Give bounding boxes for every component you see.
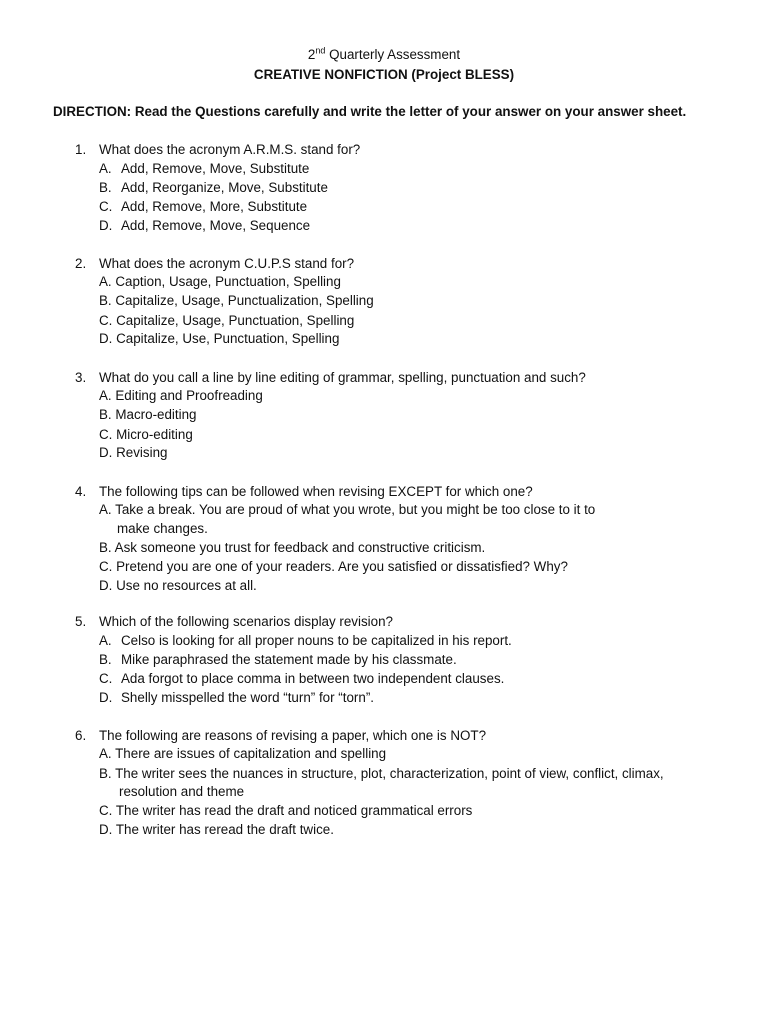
- option-text: C. Micro-editing: [99, 427, 193, 442]
- option-text: Add, Remove, More, Substitute: [121, 199, 308, 214]
- question-text: What do you call a line by line editing of grammar, spelling, punctuation and such?: [99, 370, 586, 385]
- question-text: The following are reasons of revising a paper, which one is NOT?: [99, 728, 487, 743]
- option-letter: A.: [99, 633, 112, 648]
- option-text-continuation: make changes.: [117, 521, 208, 536]
- option-text: A. Editing and Proofreading: [99, 388, 263, 403]
- question-text: Which of the following scenarios display revision?: [99, 614, 393, 629]
- question-number: 1.: [75, 142, 87, 157]
- assessment-title: 2nd Quarterly Assessment: [307, 45, 461, 62]
- option-letter: B.: [99, 180, 112, 195]
- option-text: A. Take a break. You are proud of what you wrote, but you might be too close to it to: [99, 502, 596, 517]
- direction-text: DIRECTION: Read the Questions carefully and write the letter of your answer on your answer sheet.: [53, 104, 687, 119]
- option-text: C. Capitalize, Usage, Punctuation, Spelling: [99, 313, 355, 328]
- option-text: D. The writer has reread the draft twice.: [99, 822, 334, 837]
- option-letter: B.: [99, 652, 112, 667]
- question-number: 3.: [75, 370, 87, 385]
- question-number: 4.: [75, 484, 87, 499]
- option-text-continuation: resolution and theme: [119, 784, 245, 799]
- option-text: D. Use no resources at all.: [99, 578, 257, 593]
- option-text: B. Ask someone you trust for feedback and constructive criticism.: [99, 540, 486, 555]
- option-letter: A.: [99, 161, 112, 176]
- option-text: Celso is looking for all proper nouns to be capitalized in his report.: [121, 633, 512, 648]
- option-text: B. Macro-editing: [99, 407, 197, 422]
- option-text: A. There are issues of capitalization and spelling: [99, 746, 387, 761]
- question-number: 5.: [75, 614, 87, 629]
- question-number: 2.: [75, 256, 87, 271]
- option-letter: D.: [99, 690, 113, 705]
- assessment-subtitle: CREATIVE NONFICTION (Project BLESS): [253, 67, 515, 82]
- option-text: C. Pretend you are one of your readers. Are you satisfied or dissatisfied? Why?: [99, 559, 568, 574]
- option-letter: C.: [99, 671, 113, 686]
- option-letter: D.: [99, 218, 113, 233]
- option-text: Add, Remove, Move, Sequence: [121, 218, 311, 233]
- option-text: Add, Reorganize, Move, Substitute: [121, 180, 328, 195]
- question-number: 6.: [75, 728, 87, 743]
- option-text: Add, Remove, Move, Substitute: [121, 161, 310, 176]
- option-text: D. Capitalize, Use, Punctuation, Spelling: [99, 331, 340, 346]
- option-text: Ada forgot to place comma in between two independent clauses.: [121, 671, 505, 686]
- question-text: What does the acronym C.U.P.S stand for?: [99, 256, 355, 271]
- question-text: What does the acronym A.R.M.S. stand for?: [99, 142, 361, 157]
- option-text: C. The writer has read the draft and noticed grammatical errors: [99, 803, 473, 818]
- option-text: Mike paraphrased the statement made by his classmate.: [121, 652, 457, 667]
- question-text: The following tips can be followed when revising EXCEPT for which one?: [99, 484, 533, 499]
- option-text: B. Capitalize, Usage, Punctualization, Spelling: [99, 293, 374, 308]
- option-text: A. Caption, Usage, Punctuation, Spelling: [99, 274, 341, 289]
- option-text: Shelly misspelled the word “turn” for “torn”.: [121, 690, 375, 705]
- option-text: B. The writer sees the nuances in structure, plot, characterization, point of view, conflict, climax,: [99, 766, 664, 781]
- option-letter: C.: [99, 199, 113, 214]
- option-text: D. Revising: [99, 445, 168, 460]
